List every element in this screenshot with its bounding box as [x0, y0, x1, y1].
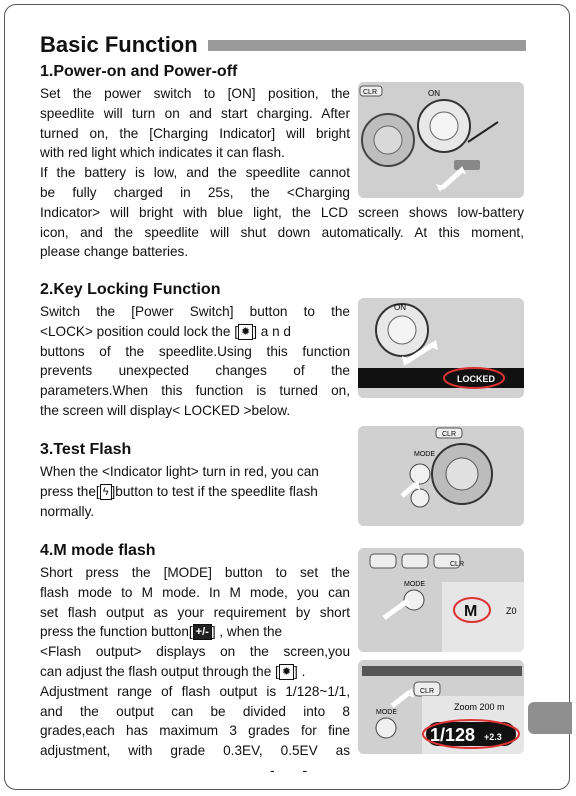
text-fragment: ] a n d — [253, 323, 291, 339]
section-heading-test: 3.Test Flash — [40, 441, 132, 458]
text-line: please change batteries. — [40, 244, 189, 260]
section-mmode — [40, 541, 350, 761]
text-line: set flash output as your requirement by short — [40, 604, 350, 620]
side-tab — [528, 702, 572, 734]
plus-minus-button-icon: +/- — [193, 624, 212, 640]
text-line: icon, and the speedlite will shut down automatically. At this moment, — [40, 224, 524, 240]
text-line: prevents unexpected changes of the — [40, 363, 350, 379]
locked-label: LOCKED — [457, 374, 495, 384]
text-line-with-icon — [40, 622, 350, 642]
text-fragment: press the function button[ — [40, 624, 193, 640]
dial-icon: ✹ — [279, 664, 294, 680]
text-line: buttons of the speedlite.Using this function — [40, 343, 350, 359]
on-label: ON — [394, 303, 406, 312]
text-fragment: press the[ — [40, 483, 100, 499]
mode-label: MODE — [414, 451, 435, 458]
text-line: speedlite will turn on and start charging. After — [40, 105, 350, 121]
text-fragment: can adjust the flash output through the [ — [40, 663, 279, 679]
text-fragment: ] , when the — [211, 624, 283, 640]
m-mode-photo — [358, 548, 524, 652]
flash-output-photo — [358, 660, 524, 754]
text-line: the screen will display< LOCKED >below. — [40, 402, 291, 418]
zo-label: Z0 — [506, 606, 517, 616]
text-fragment: <LOCK> position could lock the [ — [40, 323, 238, 339]
text-line: <Flash output> displays on the screen,you — [40, 644, 350, 660]
text-line: be fully charged in 25s, the <Charging — [40, 184, 350, 200]
section-lock — [40, 280, 350, 421]
text-fragment: ]button to test if the speedlite flash — [111, 483, 318, 499]
flash-icon: ϟ — [100, 484, 112, 500]
text-line-with-icon — [40, 482, 350, 502]
section-heading-lock: 2.Key Locking Function — [40, 281, 221, 298]
text-line: If the battery is low, and the speedlite cannot — [40, 165, 350, 181]
text-line: parameters.When this function is turned on, — [40, 383, 350, 399]
page-number: - - — [270, 762, 320, 778]
title-decoration-bar — [208, 40, 526, 51]
section-heading-power: 1.Power-on and Power-off — [40, 63, 238, 80]
test-flash-photo — [358, 426, 524, 526]
dial-icon: ✹ — [238, 324, 253, 340]
text-line: Switch the [Power Switch] button to the — [40, 304, 350, 319]
text-line: Indicator> will bright with blue light, the LCD screen shows low-battery — [40, 204, 524, 220]
clr-label: CLR — [363, 89, 378, 96]
mode-label: MODE — [404, 581, 425, 588]
m-label: M — [464, 603, 478, 620]
text-line-with-icon — [40, 662, 350, 682]
text-line-with-icon — [40, 322, 350, 342]
clr-label: CLR — [442, 431, 457, 438]
text-line: and the output can be divided into 8 — [40, 703, 350, 719]
text-line: When the <Indicator light> turn in red, you can — [40, 464, 319, 479]
text-line: adjustment, with grade 0.3EV, 0.5EV as — [40, 743, 350, 759]
clr-label: CLR — [450, 561, 465, 568]
text-line: Short press the [MODE] button to set the — [40, 565, 350, 580]
clr-label: CLR — [420, 688, 435, 695]
text-line: flash mode to M mode. In M mode, you can — [40, 584, 350, 600]
lock-switch-photo — [358, 298, 524, 398]
text-line: normally. — [40, 503, 95, 519]
adjust-label: +2.3 — [484, 732, 502, 742]
section-test — [40, 440, 350, 521]
text-fragment: ] . — [294, 663, 306, 679]
text-line: with red light which indicates it can flash. — [40, 145, 285, 161]
text-line: grades,each has maximum 3 grades for fine — [40, 723, 350, 739]
text-line: Adjustment range of flash output is 1/128~1/1, — [40, 683, 350, 699]
power-switch-photo — [358, 82, 524, 198]
flash-power-label: 1/128 — [430, 725, 476, 745]
title-row — [40, 32, 526, 58]
text-line: turned on, the [Charging Indicator] will bright — [40, 125, 350, 141]
on-label: ON — [428, 89, 440, 98]
mode-label: MODE — [376, 709, 397, 716]
zoom-label: Zoom 200 m — [454, 702, 505, 712]
page-title: Basic Function — [40, 32, 198, 57]
text-line: Set the power switch to [ON] position, the — [40, 86, 350, 101]
section-heading-mmode: 4.M mode flash — [40, 542, 156, 559]
